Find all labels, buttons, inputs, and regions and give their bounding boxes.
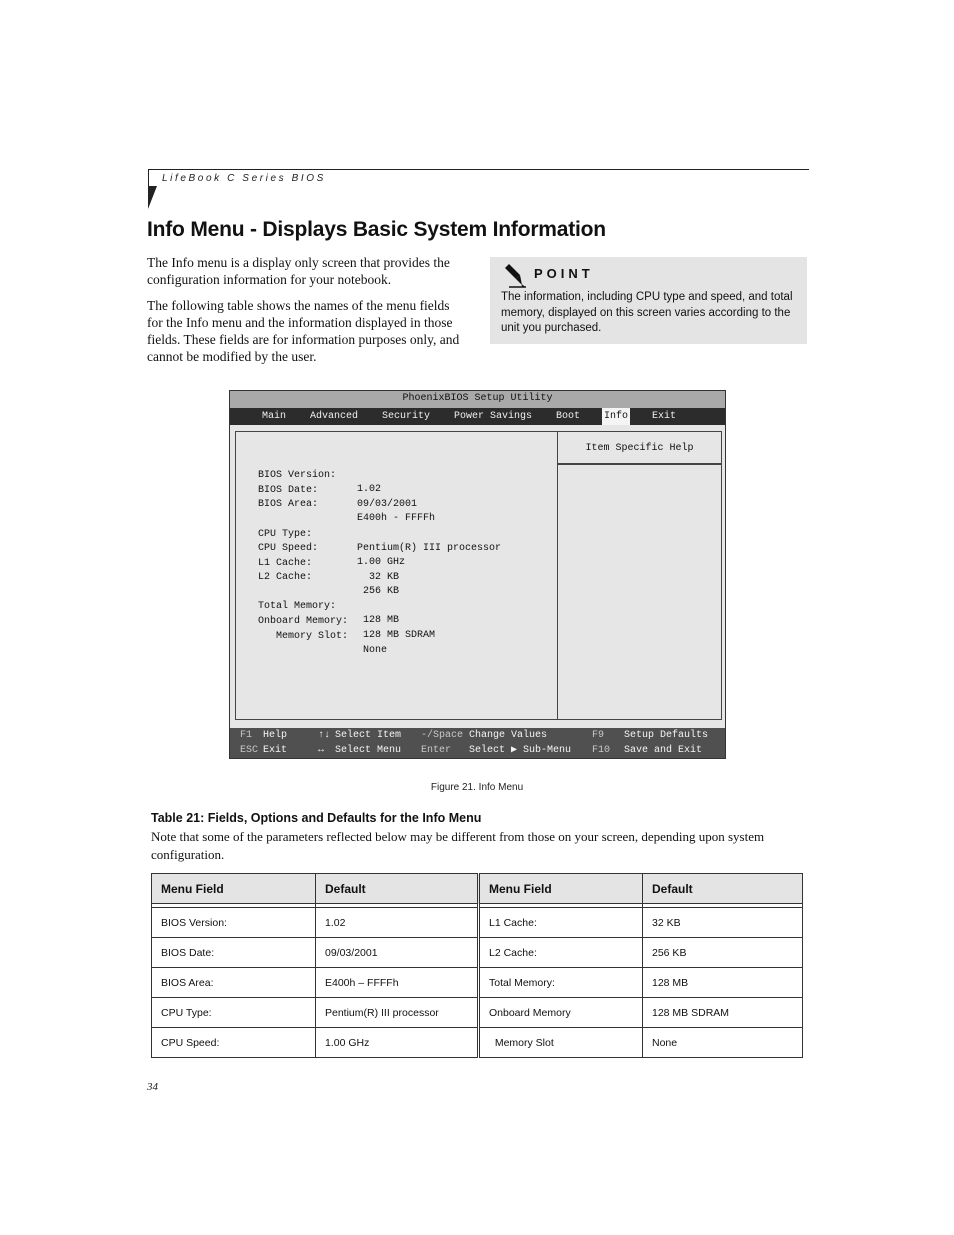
bios-label: Total Memory:	[258, 601, 337, 612]
table-cell: Onboard Memory	[479, 998, 643, 1028]
table-note: Note that some of the parameters reflected below may be different from those on your screen, depending upon system configuration.	[151, 829, 765, 862]
bios-value: 1.02	[357, 484, 382, 495]
bios-value: 09/03/2001	[357, 499, 418, 510]
bios-title-bar: PhoenixBIOS Setup Utility	[230, 391, 725, 408]
table-cell: 256 KB	[643, 938, 803, 968]
key-f1[interactable]: F1	[240, 730, 253, 741]
bios-menu-boot[interactable]: Boot	[556, 411, 581, 422]
bios-menu-advanced[interactable]: Advanced	[310, 411, 359, 422]
column-header: Default	[316, 874, 479, 904]
figure-caption: Figure 21. Info Menu	[430, 782, 524, 793]
bios-info-panel	[235, 431, 557, 720]
bios-label: BIOS Date:	[258, 485, 319, 496]
bios-value: 256 KB	[363, 586, 400, 597]
bios-value: None	[363, 645, 388, 656]
bios-label: CPU Type:	[258, 529, 313, 540]
table-cell: BIOS Version:	[152, 908, 316, 938]
bios-value: Pentium(R) III processor	[357, 543, 502, 554]
bios-menu-security[interactable]: Security	[382, 411, 431, 422]
select-menu-label: Select Menu	[335, 745, 402, 756]
table-cell: Memory Slot	[479, 1028, 643, 1058]
header-rule	[148, 169, 809, 170]
table-row	[152, 908, 803, 938]
table-cell: L2 Cache:	[479, 938, 643, 968]
bios-label: Memory Slot:	[276, 631, 349, 642]
page-number: 34	[147, 1081, 158, 1093]
select-submenu-label: Select ▶ Sub-Menu	[469, 745, 572, 756]
save-exit-label: Save and Exit	[624, 745, 703, 756]
bios-help-panel	[557, 431, 722, 720]
table-cell: CPU Speed:	[152, 1028, 316, 1058]
key-minus-space[interactable]: -/Space	[421, 730, 464, 741]
bios-status-bar	[230, 728, 725, 758]
select-item-label: Select Item	[335, 730, 402, 741]
bios-value: E400h - FFFFh	[357, 513, 436, 524]
table-row	[152, 998, 803, 1028]
fields-table	[151, 873, 803, 1058]
table-cell: CPU Type:	[152, 998, 316, 1028]
bios-label: BIOS Area:	[258, 499, 319, 510]
point-callout	[490, 257, 807, 344]
running-header: LifeBook C Series BIOS	[162, 173, 326, 184]
column-header: Menu Field	[479, 874, 643, 904]
table-cell: BIOS Date:	[152, 938, 316, 968]
bios-label: L1 Cache:	[258, 558, 313, 569]
table-row	[152, 968, 803, 998]
table-header-row	[152, 874, 803, 904]
table-cell: E400h – FFFFh	[316, 968, 479, 998]
bios-menu-exit[interactable]: Exit	[652, 411, 677, 422]
bios-value: 1.00 GHz	[357, 557, 406, 568]
key-enter[interactable]: Enter	[421, 745, 452, 756]
table-cell: 1.02	[316, 908, 479, 938]
bios-help-header: Item Specific Help	[558, 432, 721, 465]
point-text: The information, including CPU type and speed, and total memory, displayed on this screen varies according to the unit you purchased.	[501, 291, 793, 334]
bios-menu-power-savings[interactable]: Power Savings	[454, 411, 533, 422]
key-esc[interactable]: ESC	[240, 745, 259, 756]
point-label: POINT	[534, 266, 594, 281]
bios-menu-info[interactable]: Info	[602, 408, 630, 425]
table-cell: Pentium(R) III processor	[316, 998, 479, 1028]
table-cell: None	[643, 1028, 803, 1058]
column-header: Default	[643, 874, 803, 904]
key-f9[interactable]: F9	[592, 730, 605, 741]
column-header: Menu Field	[152, 874, 316, 904]
key-help-label: Help	[263, 730, 288, 741]
intro-paragraph-2: The following table shows the names of the menu fields for the Info menu and the information displayed in those fields. These fields are for information purposes only, and cannot be modified by the user.	[147, 298, 460, 364]
leftright-arrows-icon[interactable]: ↔	[318, 745, 325, 756]
bios-label: Onboard Memory:	[258, 616, 349, 627]
key-f10[interactable]: F10	[592, 745, 611, 756]
bios-value: 32 KB	[369, 572, 400, 583]
table-cell: Total Memory:	[479, 968, 643, 998]
table-cell: 09/03/2001	[316, 938, 479, 968]
bios-menu-bar	[230, 408, 725, 425]
table-cell: 128 MB SDRAM	[643, 998, 803, 1028]
change-values-label: Change Values	[469, 730, 548, 741]
table-cell: 128 MB	[643, 968, 803, 998]
table-cell: L1 Cache:	[479, 908, 643, 938]
table-title: Table 21: Fields, Options and Defaults for the Info Menu	[151, 811, 482, 825]
bios-menu-main[interactable]: Main	[262, 411, 287, 422]
pencil-icon	[502, 263, 528, 289]
setup-defaults-label: Setup Defaults	[624, 730, 709, 741]
bios-label: BIOS Version:	[258, 470, 337, 481]
bios-label: CPU Speed:	[258, 543, 319, 554]
table-row	[152, 938, 803, 968]
table-row	[152, 1028, 803, 1058]
page-title: Info Menu - Displays Basic System Information	[147, 218, 606, 241]
bios-value: 128 MB SDRAM	[363, 630, 436, 641]
table-cell: BIOS Area:	[152, 968, 316, 998]
intro-paragraph-1: The Info menu is a display only screen that provides the configuration information for your notebook.	[147, 255, 450, 287]
updown-arrows-icon[interactable]: ↑↓	[318, 730, 331, 741]
bios-label: L2 Cache:	[258, 572, 313, 583]
header-flag-mark	[148, 186, 157, 209]
bios-value: 128 MB	[363, 615, 400, 626]
bios-screenshot	[229, 390, 726, 759]
table-cell: 1.00 GHz	[316, 1028, 479, 1058]
table-cell: 32 KB	[643, 908, 803, 938]
key-exit-label: Exit	[263, 745, 288, 756]
